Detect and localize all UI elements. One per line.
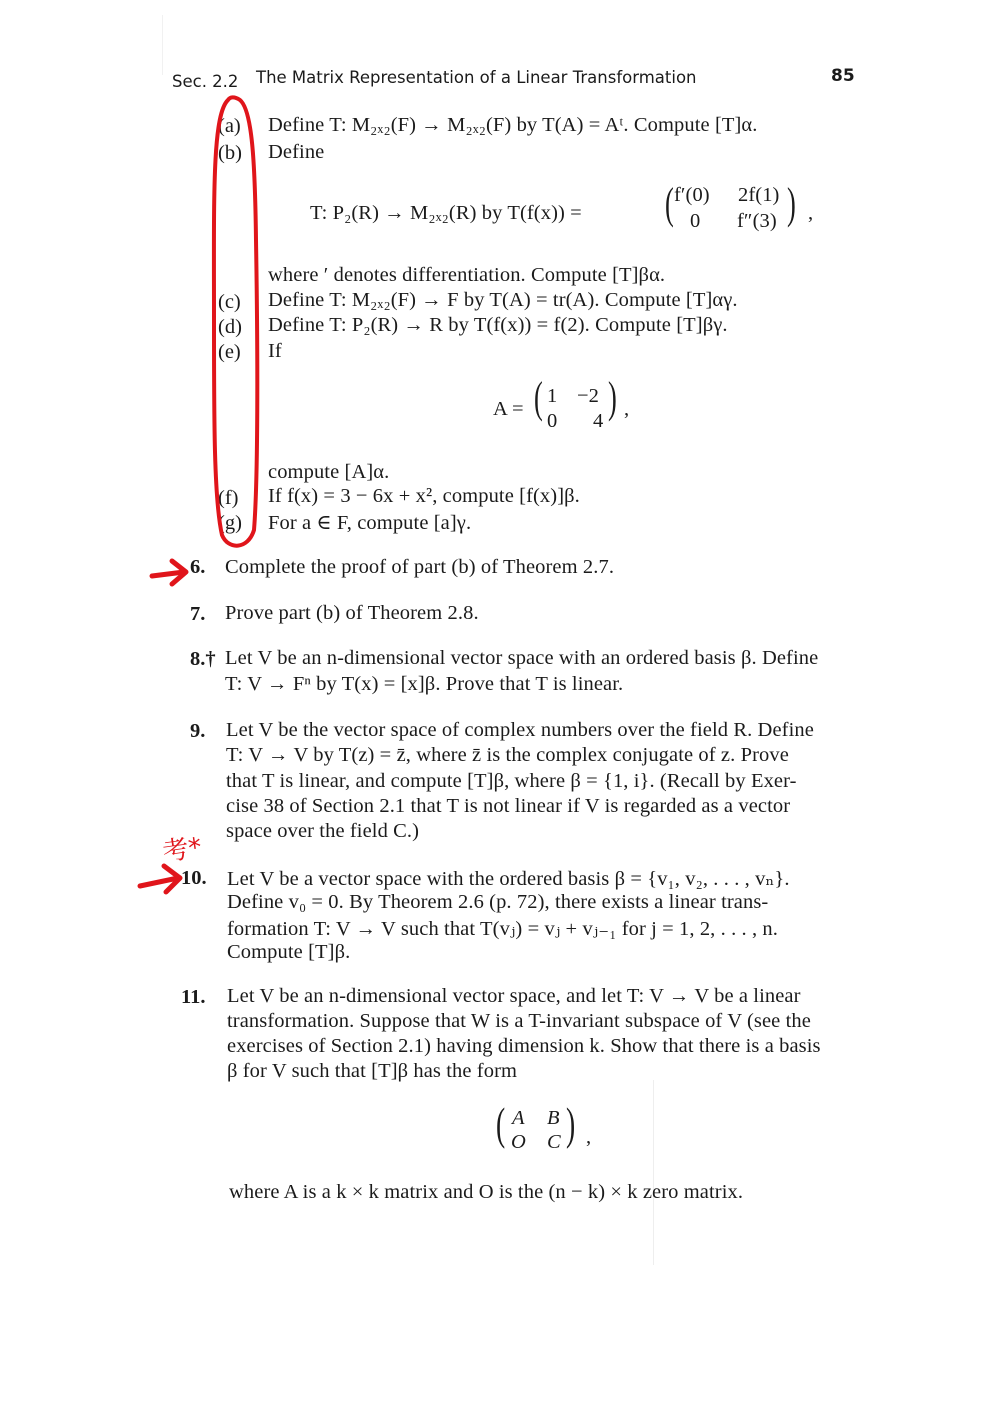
exercise-line: Prove part (b) of Theorem 2.8.	[225, 602, 479, 624]
part-b-text: Define	[268, 141, 325, 163]
exercise-line: Complete the proof of part (b) of Theorem 2.7.	[225, 556, 615, 578]
exercise-line: cise 38 of Section 2.1 that T is not linear if V is regarded as a vector	[226, 795, 791, 817]
exercise-line: Let V be an n-dimensional vector space, and let T: V → V be a linear	[227, 985, 801, 1007]
part-e-label: (e)	[218, 341, 241, 363]
exercise-line: Define v₀ = 0. By Theorem 2.6 (p. 72), there exists a linear trans-	[227, 891, 769, 913]
part-a-text: Define T: M₂ₓ₂(F) → M₂ₓ₂(F) by T(A) = Aᵗ. Compute [T]α.	[268, 114, 758, 136]
part-d-text: Define T: P₂(R) → R by T(f(x)) = f(2). Compute [T]βγ.	[268, 314, 728, 336]
arrow-exercise-6-icon	[152, 561, 186, 584]
exercise-line: transformation. Suppose that W is a T-invariant subspace of V (see the	[227, 1010, 811, 1032]
matrix-right-paren: )	[566, 1098, 576, 1149]
matrix-right-paren: )	[608, 373, 617, 422]
matrix-entry: 4	[593, 410, 604, 432]
matrix-right-paren: )	[787, 179, 796, 228]
matrix-entry: 0	[690, 210, 701, 232]
exercise-number: 10.	[181, 867, 207, 889]
red-bracket-oval	[214, 97, 257, 545]
part-e-display: A =	[493, 398, 524, 420]
page-number: 85	[831, 66, 855, 86]
exercise-line: Let V be the vector space of complex numbers over the field R. Define	[226, 719, 814, 741]
part-b-label: (b)	[218, 142, 242, 164]
exercise-line: formation T: V → V such that T(vⱼ) = vⱼ + vⱼ₋₁ for j = 1, 2, . . . , n.	[227, 918, 779, 940]
part-b-display: T: P₂(R) → M₂ₓ₂(R) by T(f(x)) =	[310, 202, 582, 224]
matrix-entry: f″(3)	[737, 210, 777, 232]
exercise-line: β for V such that [T]β has the form	[227, 1060, 518, 1082]
exercise-line: T: V → V by T(z) = z̄, where z̄ is the complex conjugate of z. Prove	[226, 744, 789, 766]
exercise-line: Let V be an n-dimensional vector space with an ordered basis β. Define	[225, 647, 819, 669]
matrix-left-paren: (	[496, 1098, 506, 1149]
section-label: Sec. 2.2	[172, 72, 239, 91]
punctuation: ,	[586, 1126, 592, 1148]
exercise-line: Compute [T]β.	[227, 941, 351, 963]
part-c-label: (c)	[218, 291, 241, 313]
part-d-label: (d)	[218, 316, 242, 338]
matrix-left-paren: (	[665, 179, 674, 228]
part-a-label: (a)	[218, 115, 241, 137]
matrix-entry: C	[547, 1131, 561, 1153]
matrix-entry: f′(0)	[674, 184, 710, 206]
exercise-number: 11.	[181, 986, 206, 1008]
matrix-entry: −2	[577, 385, 600, 407]
matrix-left-paren: (	[534, 373, 543, 422]
part-f-label: (f)	[218, 487, 239, 509]
part-e-text: If	[268, 340, 282, 362]
punctuation: ,	[624, 398, 630, 420]
exercise-number: 6.	[190, 556, 206, 578]
matrix-entry: O	[511, 1131, 526, 1153]
matrix-entry: 1	[547, 385, 558, 407]
part-e-after: compute [A]α.	[268, 461, 390, 483]
part-b-after: where ′ denotes differentiation. Compute [T]βα.	[268, 264, 666, 286]
exercise-after: where A is a k × k matrix and O is the (n − k) × k zero matrix.	[229, 1181, 744, 1203]
part-g-text: For a ∈ F, compute [a]γ.	[268, 512, 472, 534]
matrix-entry: B	[547, 1107, 560, 1129]
exercise-line: Let V be a vector space with the ordered basis β = {v₁, v₂, . . . , vₙ}.	[227, 868, 790, 890]
part-g-label: (g)	[218, 512, 242, 534]
exercise-number: 8.†	[190, 648, 216, 670]
exercise-line: exercises of Section 2.1) having dimension k. Show that there is a basis	[227, 1035, 821, 1057]
punctuation: ,	[808, 202, 814, 224]
matrix-entry: 2f(1)	[738, 184, 780, 206]
part-c-text: Define T: M₂ₓ₂(F) → F by T(A) = tr(A). Compute [T]αγ.	[268, 289, 738, 311]
exercise-number: 9.	[190, 720, 206, 742]
matrix-entry: A	[512, 1107, 525, 1129]
exercise-line: that T is linear, and compute [T]β, where β = {1, i}. (Recall by Exer-	[226, 770, 797, 792]
exercise-number: 7.	[190, 603, 206, 625]
arrow-exercise-10-icon	[140, 866, 180, 892]
exercise-line: T: V → Fⁿ by T(x) = [x]β. Prove that T is linear.	[225, 673, 624, 695]
part-f-text: If f(x) = 3 − 6x + x², compute [f(x)]β.	[268, 485, 580, 507]
matrix-entry: 0	[547, 410, 558, 432]
handwritten-note: 考*	[160, 832, 204, 868]
running-title: The Matrix Representation of a Linear Transformation	[256, 68, 697, 87]
exercise-line: space over the field C.)	[226, 820, 420, 842]
